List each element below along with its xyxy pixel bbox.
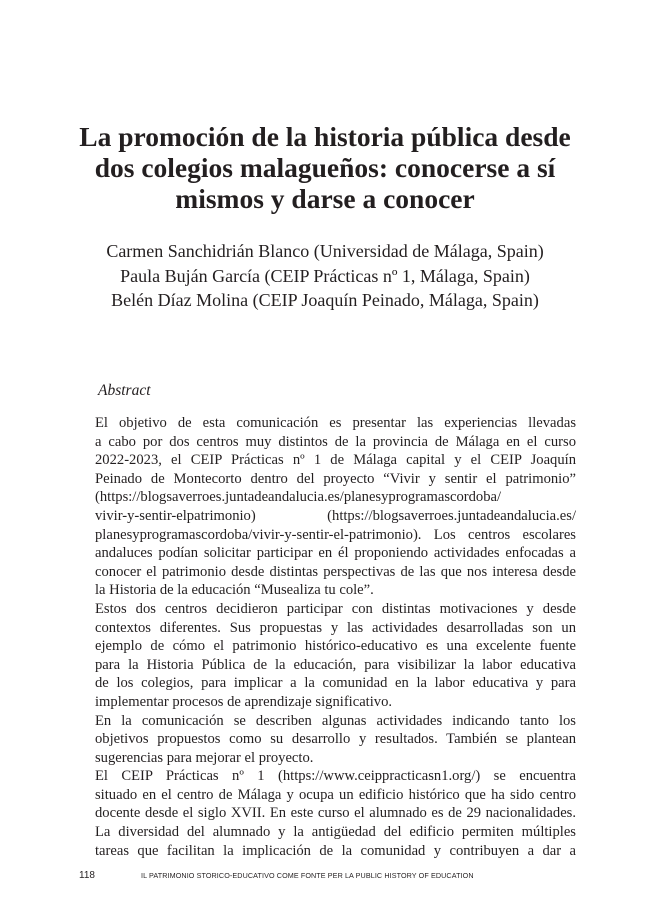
author-line: Belén Díaz Molina (CEIP Joaquín Peinado, Málaga, Spain): [111, 290, 539, 310]
paper-title: [50, 121, 600, 214]
abstract-line: El CEIP Prácticas nº 1 (https://www.ceippracticasn1.org/) se encuentra: [95, 768, 576, 785]
abstract-line: objetivos propuestos como su desarrollo y resultados. También se plantean: [95, 731, 576, 748]
abstract-line: planesyprogramascordoba/vivir-y-sentir-el-patrimonio). Los centros escolares: [95, 526, 576, 543]
abstract-line: implementar procesos de aprendizaje significativo.: [95, 693, 393, 710]
abstract-line: sugerencias para mejorar el proyecto.: [95, 749, 314, 766]
abstract-paragraph: [77, 600, 576, 712]
page-number: 118: [79, 870, 95, 881]
title-line: mismos y darse a conocer: [175, 183, 475, 214]
abstract-paragraph: [77, 414, 576, 600]
abstract-line: ejemplo de cómo el patrimonio histórico-educativo es una excelente fuente: [95, 638, 576, 655]
abstract-line: 2022-2023, el CEIP Prácticas nº 1 de Málaga capital y el CEIP Joaquín: [95, 452, 576, 469]
abstract-line: Peinado de Montecorto dentro del proyecto “Vivir y sentir el patrimonio”: [95, 470, 576, 487]
abstract-line: a cabo por dos centros muy distintos de la provincia de Málaga en el curso: [95, 433, 576, 450]
abstract-line: la Historia de la educación “Musealiza tu cole”.: [95, 582, 374, 599]
author-line: Carmen Sanchidrián Blanco (Universidad de Málaga, Spain): [106, 241, 544, 261]
abstract-line: para la Historia Pública de la educación, para visibilizar la labor educativa: [95, 656, 576, 673]
abstract-line: vivir-y-sentir-elpatrimonio) (https://blogsaverroes.juntadeandalucia.es/: [95, 507, 576, 524]
abstract-body: [77, 414, 576, 860]
abstract-line: tareas que facilitan la implicación de la comunidad y contribuyen a dar a: [95, 842, 576, 859]
abstract-line: andaluces podían solicitar participar en él proponiendo actividades enfocadas a: [95, 545, 576, 562]
abstract-line: situado en el centro de Málaga y ocupa un edificio histórico que ha sido centro: [95, 786, 576, 803]
running-title: IL PATRIMONIO STORICO-EDUCATIVO COME FONTE PER LA PUBLIC HISTORY OF EDUCATION: [141, 871, 474, 880]
abstract-paragraph: [77, 712, 576, 768]
page-footer: [79, 870, 579, 884]
title-line: La promoción de la historia pública desde: [79, 121, 571, 152]
abstract-line: La diversidad del alumnado y la antigüedad del edificio permiten múltiples: [95, 824, 576, 841]
author-list: [40, 239, 610, 313]
abstract-line: de los colegios, para implicar a la comunidad en la labor educativa y para: [95, 675, 576, 692]
author-line: Paula Buján García (CEIP Prácticas nº 1, Málaga, Spain): [120, 265, 530, 286]
abstract-line: El objetivo de esta comunicación es presentar las experiencias llevadas: [95, 415, 576, 431]
abstract-line: Estos dos centros decidieron participar con distintas motivaciones y desde: [95, 600, 576, 617]
abstract-heading: Abstract: [98, 382, 151, 399]
abstract-line: En la comunicación se describen algunas actividades indicando tanto los: [95, 712, 576, 729]
abstract-paragraph: [77, 767, 576, 860]
title-line: dos colegios malagueños: conocerse a sí: [94, 152, 556, 183]
abstract-line: docente desde el siglo XVII. En este curso el alumnado es de 29 nacionalidades.: [95, 805, 576, 822]
abstract-line: conocer el patrimonio desde distintas perspectivas de las que nos interesa desde: [95, 563, 576, 580]
abstract-line: contextos diferentes. Sus propuestas y las actividades desarrolladas son un: [95, 619, 576, 636]
abstract-line: (https://blogsaverroes.juntadeandalucia.es/planesyprogramascordoba/: [95, 489, 502, 506]
